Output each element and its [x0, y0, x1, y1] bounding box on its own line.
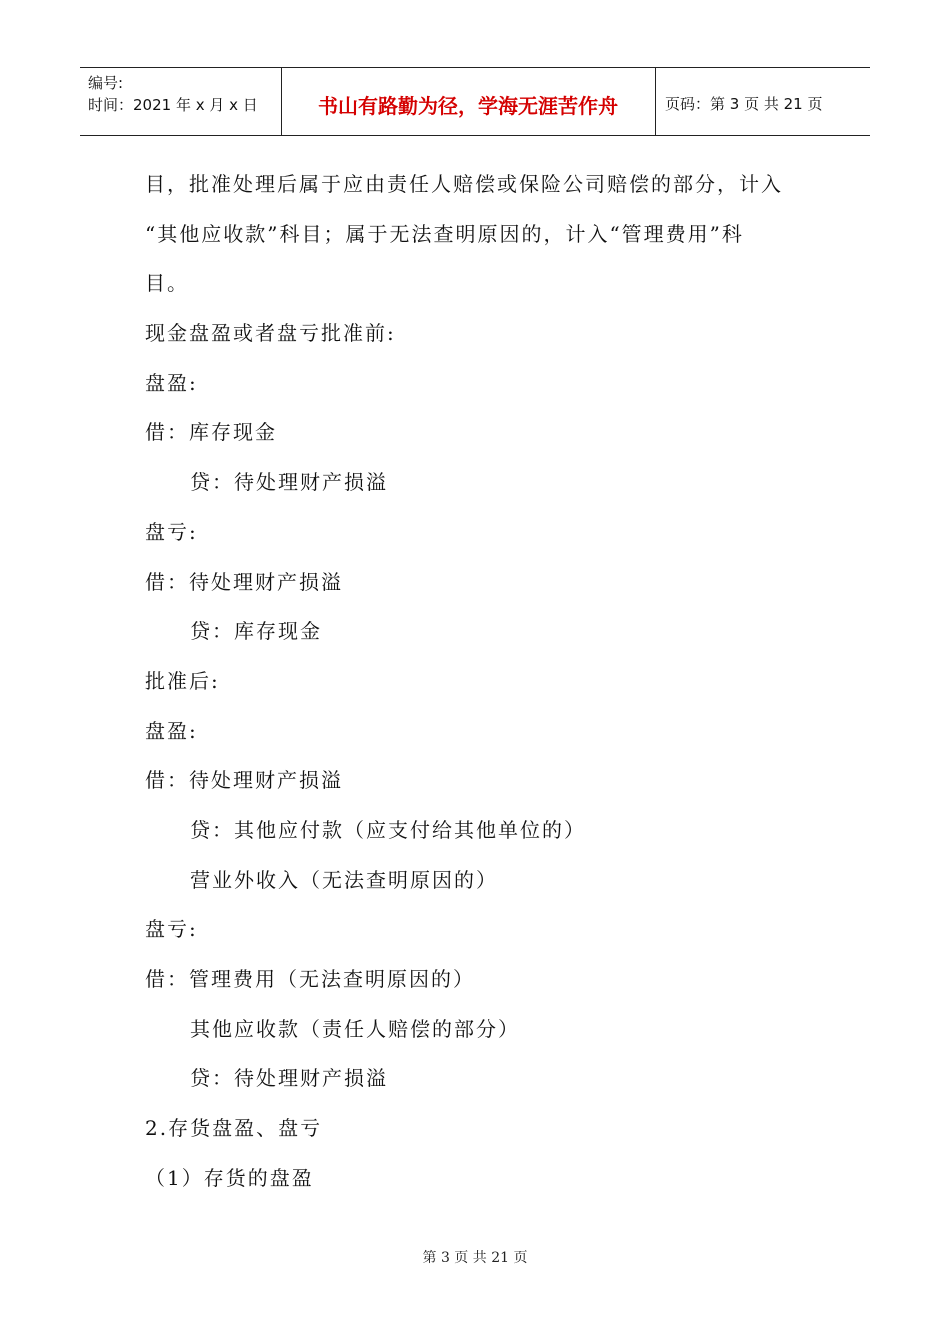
paragraph-line: “其他应收款”科目；属于无法查明原因的，计入“管理费用”科: [145, 221, 744, 246]
entry-label: 盘盈:: [145, 718, 198, 743]
debit-line: 借：管理费用（无法查明原因的）: [145, 967, 475, 991]
debit-line: 借：待处理财产损溢: [145, 768, 343, 793]
doc-time-label: 时间：2021 年 x 月 x 日: [88, 96, 258, 114]
section-heading: 现金盘盈或者盘亏批准前:: [145, 321, 396, 346]
debit-line: 借：库存现金: [145, 420, 277, 445]
entry-label: 盘盈:: [145, 370, 198, 395]
header-divider-right: [655, 67, 656, 136]
debit-line: 借：待处理财产损溢: [145, 569, 343, 594]
header-bottom-rule: [80, 135, 870, 136]
section-heading: 2.存货盘盈、盘亏: [145, 1116, 323, 1141]
header-meta: [88, 72, 258, 116]
debit-line: 其他应收款（责任人赔偿的部分）: [190, 1016, 520, 1041]
subsection-heading: （1）存货的盘盈: [145, 1165, 314, 1190]
entry-label: 盘亏:: [145, 917, 198, 942]
entry-label: 盘亏:: [145, 519, 198, 544]
credit-line: 营业外收入（无法查明原因的）: [190, 867, 498, 892]
paragraph-line: 目。: [145, 271, 189, 296]
doc-number-label: 编号:: [88, 74, 124, 92]
credit-line: 贷：库存现金: [190, 619, 322, 644]
header-motto: 书山有路勤为径，学海无涯苦作舟: [318, 94, 618, 118]
credit-line: 贷：待处理财产损溢: [190, 1066, 388, 1091]
header-page-label: 页码：第 3 页 共 21 页: [665, 95, 823, 113]
page-footer: 第 3 页 共 21 页: [422, 1250, 528, 1266]
document-body: [145, 160, 810, 1203]
credit-line: 贷：待处理财产损溢: [190, 470, 388, 495]
header-top-rule: [80, 67, 870, 68]
credit-line: 贷：其他应付款（应支付给其他单位的）: [190, 817, 586, 842]
section-heading: 批准后:: [145, 668, 220, 693]
paragraph-line: 目，批准处理后属于应由责任人赔偿或保险公司赔偿的部分，计入: [145, 172, 783, 196]
